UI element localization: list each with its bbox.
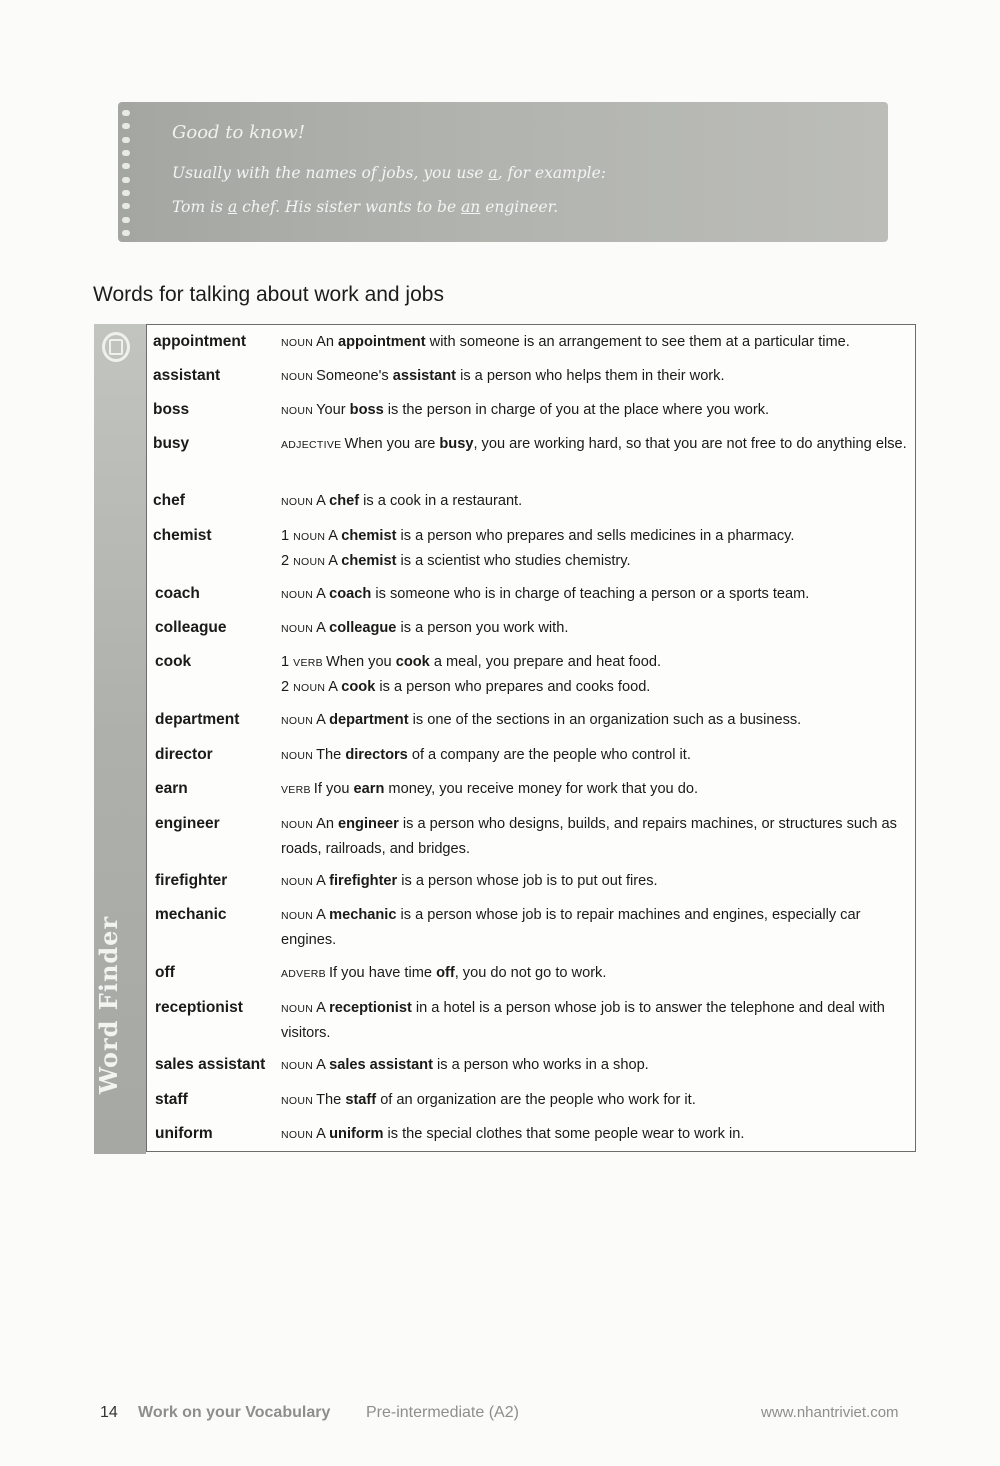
part-of-speech: VERB	[281, 784, 311, 796]
keyword: assistant	[392, 368, 457, 384]
definition: 2 NOUN A chemist is a scientist who studies chemistry.	[281, 553, 631, 569]
definition: NOUN Someone's assistant is a person who helps them in their work.	[281, 368, 725, 384]
definition: NOUN Your boss is the person in charge of you at the place where you work.	[281, 402, 770, 418]
keyword: colleague	[329, 620, 397, 636]
headword: sales assistant	[155, 1056, 266, 1073]
keyword: mechanic	[329, 907, 397, 923]
word-list-table	[146, 324, 916, 1152]
keyword: staff	[345, 1092, 377, 1108]
page-number: 14	[100, 1404, 118, 1421]
headword: chef	[153, 492, 185, 509]
definition-block	[281, 743, 911, 768]
part-of-speech: ADVERB	[281, 968, 326, 980]
keyword: chemist	[341, 528, 397, 544]
part-of-speech: NOUN	[281, 1060, 314, 1072]
word-finder-label: Word Finder	[94, 915, 123, 1094]
keyword: chemist	[341, 553, 397, 569]
definition-block	[281, 812, 911, 861]
word-finder-sidebar	[94, 324, 146, 1154]
headword: boss	[153, 401, 190, 418]
definition: NOUN A receptionist in a hotel is a person whose job is to answer the telephone and deal with visitors.	[281, 1000, 885, 1041]
keyword: earn	[353, 781, 385, 797]
keyword: firefighter	[329, 873, 398, 889]
headword: receptionist	[155, 999, 243, 1016]
definition: NOUN A mechanic is a person whose job is to repair machines and engines, especially car engines.	[281, 907, 861, 948]
definition: NOUN A uniform is the special clothes that some people wear to work in.	[281, 1126, 745, 1142]
headword: engineer	[155, 815, 220, 832]
definition-block	[281, 1088, 911, 1113]
part-of-speech: VERB	[293, 657, 323, 669]
definition-block	[281, 364, 911, 389]
part-of-speech: NOUN	[281, 910, 314, 922]
headword: assistant	[153, 367, 221, 384]
keyword: department	[329, 712, 409, 728]
part-of-speech: NOUN	[293, 556, 326, 568]
footer-book-title: Work on your Vocabulary	[138, 1404, 331, 1421]
headword: colleague	[155, 619, 227, 636]
definition-block	[281, 650, 911, 700]
headword: chemist	[153, 527, 212, 544]
dictionary-icon	[102, 332, 130, 362]
definition-block	[281, 869, 911, 894]
definition: NOUN The staff of an organization are the people who work for it.	[281, 1092, 696, 1108]
headword: department	[155, 711, 240, 728]
definition: NOUN A department is one of the sections in an organization such as a business.	[281, 712, 802, 728]
keyword: cook	[395, 654, 430, 670]
good-to-know-title: Good to know!	[172, 122, 306, 143]
sense-number: 2	[281, 679, 294, 695]
part-of-speech: NOUN	[281, 371, 314, 383]
definition: VERB If you earn money, you receive money for work that you do.	[281, 781, 699, 797]
definition-block	[281, 903, 911, 952]
keyword: uniform	[329, 1126, 384, 1142]
definition-block	[281, 777, 911, 802]
keyword: busy	[439, 436, 474, 452]
definition-block	[281, 432, 911, 457]
part-of-speech: NOUN	[281, 876, 314, 888]
definition: NOUN A sales assistant is a person who works in a shop.	[281, 1057, 649, 1073]
definition: ADVERB If you have time off, you do not go to work.	[281, 965, 607, 981]
keyword: coach	[329, 586, 372, 602]
part-of-speech: NOUN	[281, 623, 314, 635]
definition: ADJECTIVE When you are busy, you are working hard, so that you are not free to do anything else.	[281, 436, 907, 452]
word-finder-panel	[94, 324, 918, 1154]
headword: mechanic	[155, 906, 227, 923]
part-of-speech: NOUN	[281, 589, 314, 601]
definition: NOUN The directors of a company are the people who control it.	[281, 747, 691, 763]
definition-block	[281, 524, 911, 574]
keyword: chef	[329, 493, 360, 509]
definition: 1 VERB When you cook a meal, you prepare and heat food.	[281, 654, 662, 670]
keyword: sales assistant	[329, 1057, 433, 1073]
headword: cook	[155, 653, 192, 670]
good-to-know-line-2: Tom is a chef. His sister wants to be an engineer.	[172, 198, 559, 216]
definition: NOUN A firefighter is a person whose job is to put out fires.	[281, 873, 658, 889]
definition: NOUN A coach is someone who is in charge of teaching a person or a sports team.	[281, 586, 810, 602]
section-title: Words for talking about work and jobs	[93, 283, 444, 306]
definition-block	[281, 616, 911, 641]
headword: coach	[155, 585, 200, 602]
spiral-binding-icon	[122, 110, 136, 236]
definition-block	[281, 961, 911, 986]
part-of-speech: NOUN	[281, 715, 314, 727]
definition-block	[281, 1122, 911, 1147]
headword: uniform	[155, 1125, 213, 1142]
part-of-speech: NOUN	[281, 1003, 314, 1015]
keyword: directors	[345, 747, 408, 763]
definition-block	[281, 996, 911, 1045]
headword: firefighter	[155, 872, 228, 889]
part-of-speech: NOUN	[293, 531, 326, 543]
definition-block	[281, 398, 911, 423]
keyword: cook	[341, 679, 376, 695]
headword: busy	[153, 435, 190, 452]
definition-block	[281, 1053, 911, 1078]
headword: off	[155, 964, 175, 981]
definition: 2 NOUN A cook is a person who prepares and cooks food.	[281, 679, 651, 695]
definition: NOUN An appointment with someone is an arrangement to see them at a particular time.	[281, 334, 850, 350]
definition-block	[281, 330, 911, 355]
keyword: boss	[349, 402, 384, 418]
definition: NOUN An engineer is a person who designs, builds, and repairs machines, or structures such as roads, railroads, and bridges.	[281, 816, 897, 857]
part-of-speech: NOUN	[281, 337, 314, 349]
part-of-speech: NOUN	[281, 1129, 314, 1141]
part-of-speech: NOUN	[281, 496, 314, 508]
keyword: engineer	[338, 816, 399, 832]
part-of-speech: NOUN	[281, 819, 314, 831]
definition-block	[281, 582, 911, 607]
headword: staff	[155, 1091, 188, 1108]
footer-level: Pre-intermediate (A2)	[366, 1404, 519, 1421]
good-to-know-line-1: Usually with the names of jobs, you use a, for example:	[172, 164, 607, 182]
definition-block	[281, 708, 911, 733]
good-to-know-box	[118, 102, 888, 242]
keyword: receptionist	[329, 1000, 412, 1016]
part-of-speech: NOUN	[281, 1095, 314, 1107]
headword: earn	[155, 780, 188, 797]
part-of-speech: NOUN	[293, 682, 326, 694]
part-of-speech: NOUN	[281, 750, 314, 762]
keyword: appointment	[338, 334, 426, 350]
headword: appointment	[153, 333, 246, 350]
definition-block	[281, 489, 911, 514]
definition: NOUN A chef is a cook in a restaurant.	[281, 493, 523, 509]
part-of-speech: NOUN	[281, 405, 314, 417]
part-of-speech: ADJECTIVE	[281, 439, 342, 451]
sense-number: 1	[281, 654, 294, 670]
footer-url: www.nhantriviet.com	[761, 1404, 899, 1421]
sense-number: 1	[281, 528, 294, 544]
sense-number: 2	[281, 553, 294, 569]
keyword: off	[436, 965, 455, 981]
headword: director	[155, 746, 213, 763]
definition: NOUN A colleague is a person you work with.	[281, 620, 569, 636]
definition: 1 NOUN A chemist is a person who prepares and sells medicines in a pharmacy.	[281, 528, 795, 544]
